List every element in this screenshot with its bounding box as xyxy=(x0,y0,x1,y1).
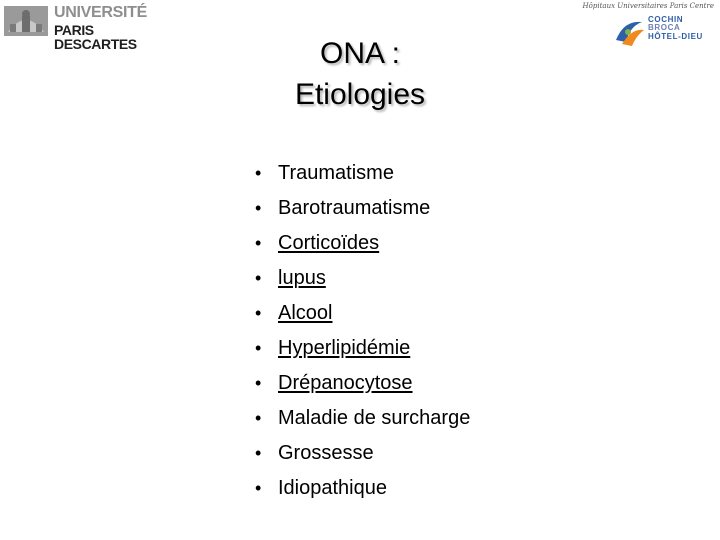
list-item-text: lupus xyxy=(278,267,326,289)
list-item-text: Drépanocytose xyxy=(278,372,413,394)
list-item-text: Grossesse xyxy=(278,442,374,464)
etiology-list xyxy=(252,158,470,508)
list-item-text: Idiopathique xyxy=(278,477,387,499)
university-name-line1: UNIVERSITÉ xyxy=(54,4,148,21)
list-item-text: Hyperlipidémie xyxy=(278,337,411,359)
bullet-icon: • xyxy=(255,443,262,463)
bullet-icon: • xyxy=(255,373,262,393)
list-item xyxy=(252,228,470,263)
list-item-text: Alcool xyxy=(278,302,333,324)
bullet-icon: • xyxy=(255,478,262,498)
hospital-name-hotel-dieu: HÔTEL-DIEU xyxy=(648,31,703,41)
slide-title-line1: ONA : xyxy=(319,37,401,70)
list-item xyxy=(252,193,470,228)
bullet-icon: • xyxy=(255,163,262,183)
bullet-icon: • xyxy=(255,408,262,428)
slide-title-line2: Etiologies xyxy=(294,78,426,111)
bullet-icon: • xyxy=(255,198,262,218)
hospital-caption: Hôpitaux Universitaires Paris Centre xyxy=(582,2,714,10)
list-item-text: Corticoïdes xyxy=(278,232,380,254)
list-item xyxy=(252,158,470,193)
bullet-icon: • xyxy=(255,268,262,288)
slide-title xyxy=(0,33,720,115)
bullet-icon: • xyxy=(255,338,262,358)
list-item-text: Barotraumatisme xyxy=(278,197,431,219)
hospital-name-broca: BROCA xyxy=(648,23,681,33)
bullet-icon: • xyxy=(255,303,262,323)
list-item xyxy=(252,438,470,473)
list-item xyxy=(252,263,470,298)
hospital-name-cochin: COCHIN xyxy=(648,15,684,24)
list-item xyxy=(252,298,470,333)
list-item xyxy=(252,403,470,438)
list-item-text: Maladie de surcharge xyxy=(278,407,471,429)
university-name-line2: PARIS DESCARTES xyxy=(54,22,137,52)
bullet-icon: • xyxy=(255,233,262,253)
list-item-text: Traumatisme xyxy=(278,162,394,184)
list-item xyxy=(252,333,470,368)
list-item xyxy=(252,473,470,508)
list-item xyxy=(252,368,470,403)
